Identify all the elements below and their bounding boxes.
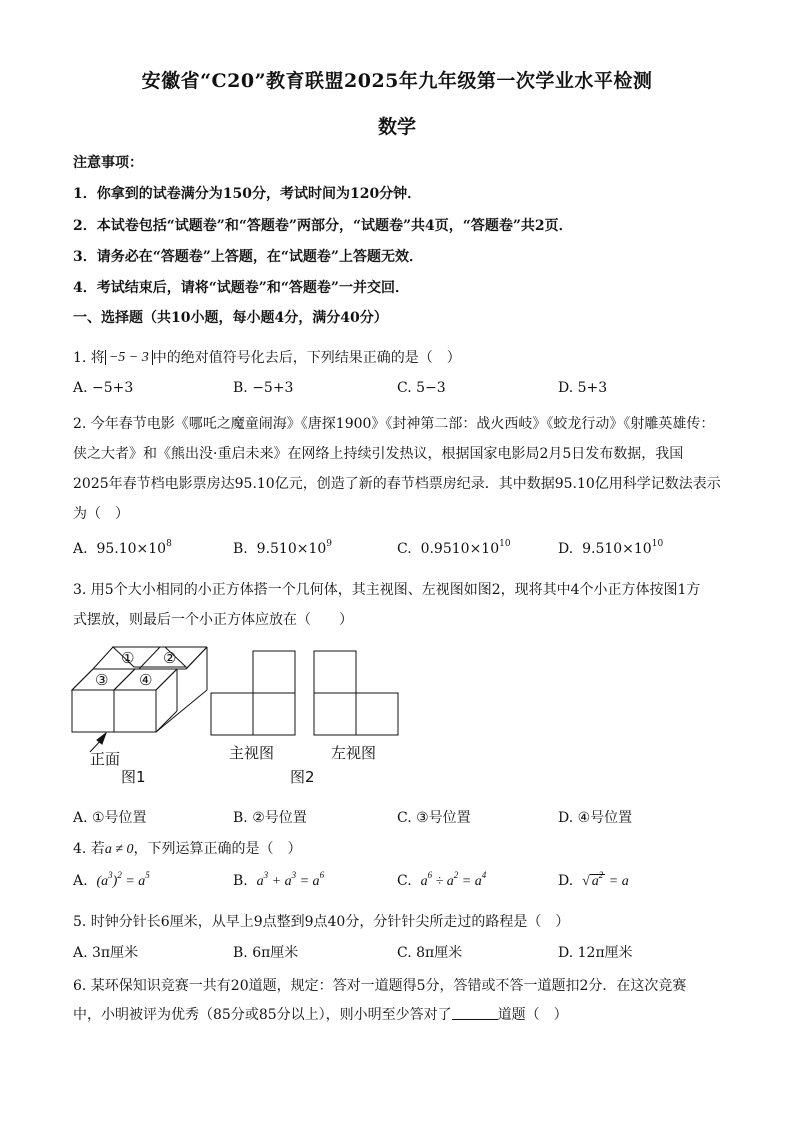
q1-option-a: A. −5+3: [73, 380, 134, 396]
q2-line: 2025年春节档电影票房达95.10亿元，创造了新的春节档票房纪录．其中数据95.10亿用科学记数法表示: [73, 476, 721, 492]
notice-item: 3．请务必在“答题卷”上答题，在“试题卷”上答题无效．: [73, 249, 423, 265]
option-base: 9.510×10: [582, 541, 652, 557]
q5-option-b: B. 6π厘米: [233, 945, 299, 961]
figure-2-caption: 图2: [290, 768, 315, 786]
q6-text-after: 道题（ ）: [497, 1007, 568, 1023]
subject-title: 数学: [377, 116, 416, 138]
q4-option-d: D. √ $a^2 = a$: [558, 870, 629, 889]
left-view-label: 左视图: [331, 744, 377, 762]
option-base: 0.9510×10: [420, 541, 500, 557]
q1-suffix: 中的绝对值符号化去后，下列结果正确的是（ ）: [152, 350, 461, 366]
cube-label-3: ③: [95, 671, 109, 689]
option-letter: C.: [397, 873, 412, 889]
option-letter: D.: [558, 873, 574, 889]
q4-condition: a ≠ 0: [104, 842, 134, 857]
notice-item: 4．考试结束后，请将“试题卷”和“答题卷”一并交回．: [73, 280, 409, 296]
option-exponent: 10: [499, 539, 511, 549]
q4-option-b: B. $a^3 + a^3 = a^6$: [233, 870, 325, 889]
option-exponent: 9: [326, 539, 333, 549]
main-view-grid: [211, 651, 295, 735]
q3-line: 式摆放，则最后一个小正方体应放在（ ）: [73, 612, 353, 628]
question-6-line-1: 6. 某环保知识竞赛一共有20道题，规定：答对一道题得5分，答错或不答一道题扣2分．在这次竞赛: [73, 978, 687, 994]
q6-text-before: 中，小明被评为优秀（85分或85分以上），则小明至少答对了: [73, 1007, 452, 1023]
left-view-grid: [314, 651, 398, 735]
option-exponent: 8: [166, 539, 172, 549]
q4-option-a: A. $(a^3)^2 = a^5$: [73, 870, 150, 889]
option-base: 95.10×10: [96, 541, 167, 557]
option-letter: B.: [233, 873, 248, 889]
front-label: 正面: [90, 750, 121, 768]
option-letter: B.: [233, 541, 248, 557]
q4-prefix: 4. 若: [73, 841, 105, 857]
q1-option-b: B. −5+3: [233, 380, 294, 396]
option-base: 9.510×10: [256, 541, 327, 557]
option-letter: A.: [73, 541, 88, 557]
abs-expression: −5 − 3: [105, 350, 153, 365]
q3-option-b: B. ②号位置: [233, 810, 307, 826]
q4-suffix: ，下列运算正确的是（ ）: [133, 841, 302, 857]
q1-option-d: D. 5+3: [558, 380, 608, 396]
question-5: 5. 时钟分针长6厘米，从早上9点整到9点40分，分针针尖所走过的路程是（ ）: [73, 914, 570, 930]
question-4: [73, 838, 302, 858]
q5-option-c: C. 8π厘米: [397, 945, 463, 961]
cube-label-2: ②: [163, 649, 177, 667]
q1-option-c: C. 5−3: [397, 380, 446, 396]
figure-1-cubes: [72, 647, 207, 752]
q5-option-a: A. 3π厘米: [73, 945, 139, 961]
cube-front-face: [72, 690, 114, 732]
cube-front-face: [114, 690, 156, 732]
q2-line: 2. 今年春节电影《哪吒之魔童闹海》《唐探1900》《封神第二部：战火西岐》《蛟龙行动》《射雕英雄传：: [73, 416, 715, 432]
answer-blank[interactable]: [452, 1007, 498, 1020]
option-letter: C.: [397, 541, 412, 557]
q4-option-c: C. $a^6 \div a^2 = a^4$: [397, 870, 487, 889]
main-view-label: 主视图: [229, 744, 275, 762]
notice-item: 2．本试卷包括“试题卷”和“答题卷”两部分，“试题卷”共4页，“答题卷”共2页．: [73, 218, 573, 234]
notice-item: 1．你拿到的试卷满分为150分，考试时间为120分钟．: [73, 186, 422, 202]
notice-heading: 注意事项：: [73, 155, 143, 171]
cube-label-1: ①: [121, 649, 135, 667]
section-heading: 一、选择题（共10小题，每小题4分，满分40分）: [73, 310, 388, 326]
q3-line: 3. 用5个大小相同的小正方体搭一个几何体，其主视图、左视图如图2，现将其中4个小正方体按图1方: [73, 582, 701, 598]
exam-title: 安徽省“C20”教育联盟2025年九年级第一次学业水平检测: [141, 70, 653, 92]
q3-option-d: D. ④号位置: [558, 810, 633, 826]
q1-prefix: 1. 将: [73, 350, 105, 366]
option-exponent: 10: [651, 539, 664, 549]
option-letter: D.: [558, 541, 574, 557]
q5-option-d: D. 12π厘米: [558, 945, 633, 961]
q2-line: 侠之大者》和《熊出没·重启未来》在网络上持续引发热议，根据国家电影局2月5日发布数据，我国: [73, 446, 684, 462]
q3-option-c: C. ③号位置: [397, 810, 471, 826]
cube-label-4: ④: [139, 671, 153, 689]
option-letter: A.: [73, 873, 88, 889]
q2-line: 为（ ）: [73, 506, 129, 522]
figure-1-caption: 图1: [121, 768, 146, 786]
q3-option-a: A. ①号位置: [73, 810, 147, 826]
question-6-line-2: [73, 1004, 568, 1024]
